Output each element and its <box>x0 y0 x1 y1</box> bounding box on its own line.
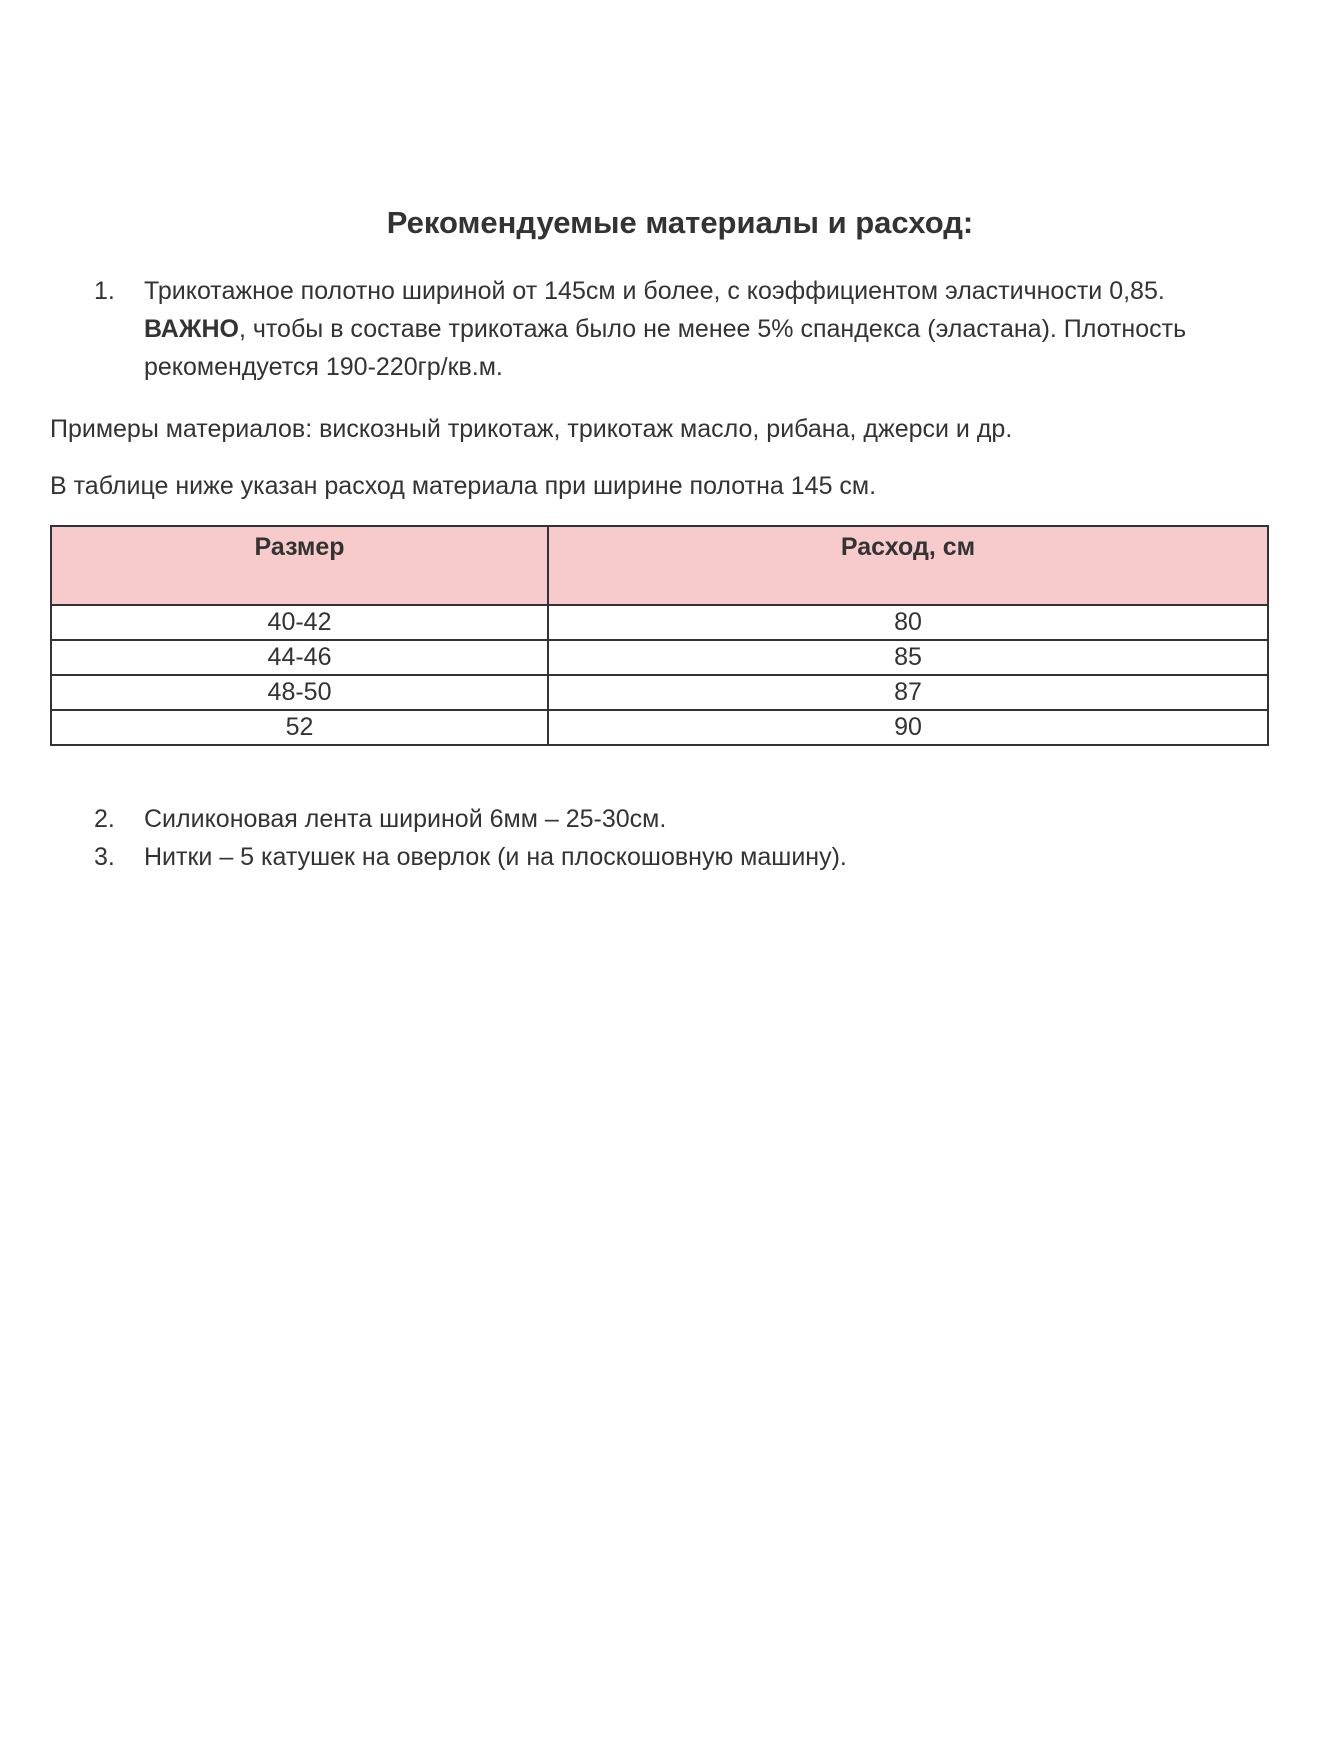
examples-paragraph: Примеры материалов: вискозный трикотаж, трикотаж масло, рибана, джерси и др. <box>50 415 1013 443</box>
header-consumption: Расход, см <box>548 526 1268 605</box>
header-size: Размер <box>51 526 548 605</box>
cell-consumption: 90 <box>548 710 1268 745</box>
item1-line2-text: , чтобы в составе трикотажа было не менее 5% спандекса (эластана). Плотность <box>238 315 1187 343</box>
cell-size: 44-46 <box>51 640 548 675</box>
table-row <box>51 710 1268 745</box>
list-item-body <box>144 272 1320 386</box>
item1-line1: Трикотажное полотно шириной от 145см и более, с коэффициентом эластичности 0,85. <box>144 277 1165 305</box>
cell-size: 48-50 <box>51 675 548 710</box>
table-row <box>51 640 1268 675</box>
consumption-table <box>50 525 1269 746</box>
important-label: ВАЖНО <box>144 315 239 343</box>
cell-size: 52 <box>51 710 548 745</box>
item1-line3: рекомендуется 190-220гр/кв.м. <box>144 353 503 381</box>
list-item-body <box>144 838 1320 876</box>
cell-size: 40-42 <box>51 605 548 640</box>
list-item-body <box>144 800 1320 838</box>
cell-consumption: 80 <box>548 605 1268 640</box>
table-row <box>51 675 1268 710</box>
list-item-number: 1. <box>94 277 115 305</box>
cell-consumption: 85 <box>548 640 1268 675</box>
item1-line2 <box>144 310 1320 348</box>
item3-text: Нитки – 5 катушек на оверлок (и на плоскошовную машину). <box>144 843 847 871</box>
table-row <box>51 605 1268 640</box>
list-item-number: 3. <box>94 843 115 871</box>
cell-consumption: 87 <box>548 675 1268 710</box>
table-intro-paragraph: В таблице ниже указан расход материала при ширине полотна 145 см. <box>50 472 877 500</box>
table-header-row <box>51 526 1268 605</box>
item2-text: Силиконовая лента шириной 6мм – 25-30см. <box>144 805 667 833</box>
page-title: Рекомендуемые материалы и расход: <box>386 205 974 240</box>
list-item-number: 2. <box>94 805 115 833</box>
